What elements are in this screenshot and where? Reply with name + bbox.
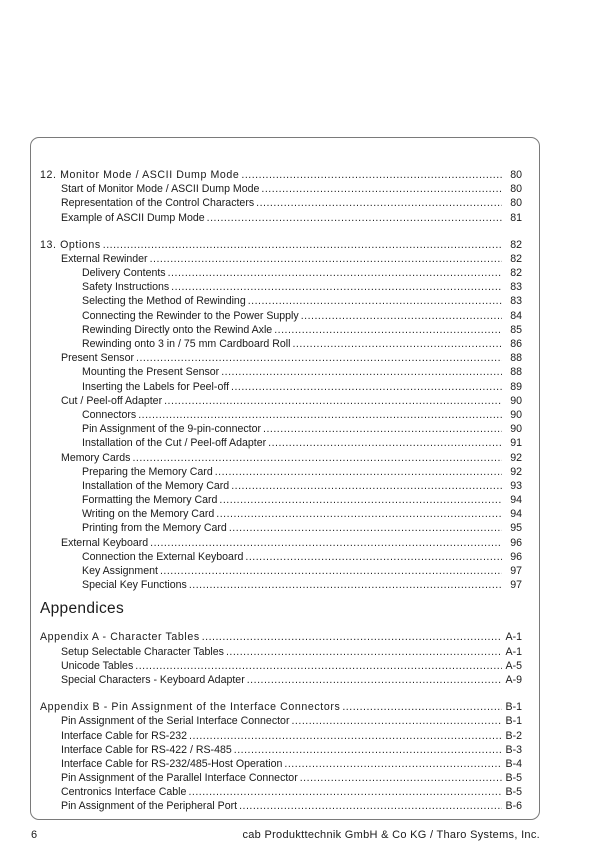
toc-leader-dots xyxy=(231,479,502,493)
toc-entry-title: Rewinding onto 3 in / 75 mm Cardboard Roll xyxy=(82,338,291,351)
toc-entry-title: Installation of the Memory Card xyxy=(82,479,230,492)
toc-entry-page: 94 xyxy=(510,494,522,507)
toc-entry-title: Example of ASCII Dump Mode xyxy=(61,211,205,224)
toc-entry-page: 82 xyxy=(510,238,522,251)
toc-entry-title: Writing on the Memory Card xyxy=(82,508,215,521)
toc-entry-title: Printing from the Memory Card xyxy=(82,522,227,535)
toc-leader-dots xyxy=(239,799,502,813)
toc-entry-title: Cut / Peel-off Adapter xyxy=(61,394,163,407)
toc-leader-dots xyxy=(189,578,502,592)
toc-entry-title: Selecting the Method of Rewinding xyxy=(82,295,246,308)
toc-leader-dots xyxy=(256,196,502,210)
toc-entry-title: Start of Monitor Mode / ASCII Dump Mode xyxy=(61,183,260,196)
toc-leader-dots xyxy=(103,238,502,252)
toc-entry[interactable] xyxy=(40,422,522,436)
toc-entry-page: 94 xyxy=(510,508,522,521)
toc-entry-title: Appendix A - Character Tables xyxy=(40,631,200,644)
footer-company: cab Produkttechnik GmbH & Co KG / Tharo Systems, Inc. xyxy=(242,829,540,841)
toc-entry[interactable] xyxy=(40,337,522,351)
toc-entry-title: Special Key Functions xyxy=(82,579,187,592)
toc-entry-page: 80 xyxy=(510,197,522,210)
toc-entry-page: 90 xyxy=(510,394,522,407)
toc-leader-dots xyxy=(132,451,502,465)
toc-leader-dots xyxy=(136,351,502,365)
toc-entry-page: B-4 xyxy=(505,757,522,770)
toc-entry-title: Present Sensor xyxy=(61,352,135,365)
toc-entry[interactable] xyxy=(40,168,522,182)
toc-entry-page: A-1 xyxy=(505,631,522,644)
toc-entry-page: 88 xyxy=(510,352,522,365)
toc-entry-title: Formatting the Memory Card xyxy=(82,494,218,507)
toc-entry-page: 82 xyxy=(510,252,522,265)
toc-entry[interactable] xyxy=(40,394,522,408)
toc-entry-page: 97 xyxy=(510,579,522,592)
toc-entry[interactable] xyxy=(40,729,522,743)
toc-entry-title: Connectors xyxy=(82,408,137,421)
toc-entry-title: Representation of the Control Characters xyxy=(61,197,255,210)
toc-entry-title: Connecting the Rewinder to the Power Supply xyxy=(82,309,299,322)
toc-entry-page: 82 xyxy=(510,267,522,280)
toc-entry-page: A-1 xyxy=(505,645,522,658)
toc-entry-title: Interface Cable for RS-232/485-Host Operation xyxy=(61,757,283,770)
toc-entry-page: B-5 xyxy=(505,772,522,785)
toc-entry-page: 80 xyxy=(510,168,522,181)
toc-entry[interactable] xyxy=(40,800,522,814)
toc-leader-dots xyxy=(263,422,502,436)
toc-leader-dots xyxy=(215,465,502,479)
toc-entry[interactable] xyxy=(40,771,522,785)
toc-leader-dots xyxy=(219,493,502,507)
toc-entry-page: 83 xyxy=(510,295,522,308)
toc-entry-title: Preparing the Memory Card xyxy=(82,465,213,478)
toc-entry[interactable] xyxy=(40,211,522,225)
toc-leader-dots xyxy=(150,252,502,266)
toc-entry-title: Rewinding Directly onto the Rewind Axle xyxy=(82,323,273,336)
toc-entry-title: Pin Assignment of the Serial Interface Connector xyxy=(61,715,290,728)
toc-entry-page: 93 xyxy=(510,479,522,492)
toc-entry-page: 80 xyxy=(510,183,522,196)
table-of-contents xyxy=(40,168,522,814)
toc-entry-page: 92 xyxy=(510,451,522,464)
toc-entry[interactable] xyxy=(40,564,522,578)
toc-leader-dots xyxy=(135,659,502,673)
toc-leader-dots xyxy=(138,408,502,422)
toc-entry[interactable] xyxy=(40,280,522,294)
toc-entry-title: Centronics Interface Cable xyxy=(61,786,187,799)
toc-leader-dots xyxy=(164,394,502,408)
toc-entry-page: 89 xyxy=(510,380,522,393)
toc-entry-page: 85 xyxy=(510,323,522,336)
toc-appendices xyxy=(40,630,522,813)
toc-entry-title: Appendix B - Pin Assignment of the Interface Connectors xyxy=(40,701,341,714)
toc-entry[interactable] xyxy=(40,323,522,337)
section-gap xyxy=(40,687,522,700)
toc-entry[interactable] xyxy=(40,309,522,323)
toc-entry-page: B-6 xyxy=(505,800,522,813)
toc-entry-title: Setup Selectable Character Tables xyxy=(61,645,224,658)
toc-entry[interactable] xyxy=(40,493,522,507)
toc-entry[interactable] xyxy=(40,408,522,422)
toc-leader-dots xyxy=(261,182,502,196)
toc-leader-dots xyxy=(291,714,502,728)
toc-entry-title: Mounting the Present Sensor xyxy=(82,366,220,379)
toc-entry-title: Pin Assignment of the 9-pin-connector xyxy=(82,423,262,436)
toc-entry-title: 13. Options xyxy=(40,238,101,251)
toc-entry-page: B-3 xyxy=(505,743,522,756)
toc-leader-dots xyxy=(231,380,502,394)
toc-leader-dots xyxy=(300,771,502,785)
toc-leader-dots xyxy=(301,309,502,323)
toc-entry-title: Memory Cards xyxy=(61,451,131,464)
toc-leader-dots xyxy=(207,211,502,225)
toc-leader-dots xyxy=(216,507,502,521)
toc-entry-title: Interface Cable for RS-422 / RS-485 xyxy=(61,743,232,756)
toc-entry[interactable] xyxy=(40,266,522,280)
toc-leader-dots xyxy=(284,757,502,771)
toc-leader-dots xyxy=(247,673,502,687)
toc-leader-dots xyxy=(202,630,502,644)
section-gap xyxy=(40,225,522,238)
toc-entry-page: 92 xyxy=(510,465,522,478)
toc-entry-page: 86 xyxy=(510,338,522,351)
toc-entry[interactable] xyxy=(40,182,522,196)
toc-leader-dots xyxy=(234,743,502,757)
footer-page-number: 6 xyxy=(31,829,38,841)
toc-entry-title: Special Characters - Keyboard Adapter xyxy=(61,673,245,686)
toc-entry-page: B-2 xyxy=(505,729,522,742)
toc-entry[interactable] xyxy=(40,714,522,728)
toc-entry[interactable] xyxy=(40,465,522,479)
toc-leader-dots xyxy=(160,564,502,578)
toc-leader-dots xyxy=(292,337,502,351)
toc-entry-page: 88 xyxy=(510,366,522,379)
toc-entry-title: Unicode Tables xyxy=(61,659,134,672)
toc-entry[interactable] xyxy=(40,673,522,687)
toc-entry[interactable] xyxy=(40,507,522,521)
toc-leader-dots xyxy=(168,266,502,280)
toc-entry-page: B-5 xyxy=(505,786,522,799)
toc-entry[interactable] xyxy=(40,578,522,592)
toc-entry[interactable] xyxy=(40,196,522,210)
toc-entry[interactable] xyxy=(40,757,522,771)
toc-entry-page: B-1 xyxy=(505,715,522,728)
toc-entry-page: A-9 xyxy=(505,673,522,686)
toc-entry-page: 96 xyxy=(510,536,522,549)
toc-entry-page: 90 xyxy=(510,423,522,436)
toc-leader-dots xyxy=(342,700,502,714)
toc-entry[interactable] xyxy=(40,785,522,799)
toc-leader-dots xyxy=(229,521,502,535)
toc-entry-title: Delivery Contents xyxy=(82,267,166,280)
toc-entry-title: Key Assignment xyxy=(82,565,158,578)
toc-entry-title: Installation of the Cut / Peel-off Adapter xyxy=(82,437,267,450)
toc-entry[interactable] xyxy=(40,550,522,564)
toc-leader-dots xyxy=(188,785,502,799)
toc-entry-title: Pin Assignment of the Peripheral Port xyxy=(61,800,238,813)
toc-entry[interactable] xyxy=(40,630,522,644)
toc-entry[interactable] xyxy=(40,645,522,659)
toc-entry-page: 97 xyxy=(510,565,522,578)
appendices-heading: Appendices xyxy=(40,600,125,618)
toc-entry-title: Interface Cable for RS-232 xyxy=(61,729,188,742)
toc-entry-page: 90 xyxy=(510,408,522,421)
toc-entry-title: Pin Assignment of the Parallel Interface Connector xyxy=(61,772,298,785)
toc-leader-dots xyxy=(221,365,502,379)
toc-entry-page: 96 xyxy=(510,550,522,563)
toc-entry-page: 81 xyxy=(510,211,522,224)
toc-leader-dots xyxy=(248,294,502,308)
toc-entry[interactable] xyxy=(40,436,522,450)
toc-entry-page: 91 xyxy=(510,437,522,450)
toc-entry[interactable] xyxy=(40,238,522,252)
toc-entry-page: 95 xyxy=(510,522,522,535)
toc-chapters xyxy=(40,168,522,592)
toc-entry[interactable] xyxy=(40,365,522,379)
toc-entry[interactable] xyxy=(40,536,522,550)
toc-entry[interactable] xyxy=(40,522,522,536)
toc-leader-dots xyxy=(245,550,502,564)
toc-entry-title: External Rewinder xyxy=(61,252,148,265)
toc-entry-page: 84 xyxy=(510,309,522,322)
toc-entry[interactable] xyxy=(40,479,522,493)
toc-leader-dots xyxy=(226,645,502,659)
toc-leader-dots xyxy=(171,280,502,294)
toc-entry-title: 12. Monitor Mode / ASCII Dump Mode xyxy=(40,168,240,181)
toc-entry-title: External Keyboard xyxy=(61,536,149,549)
toc-leader-dots xyxy=(241,168,502,182)
toc-entry-page: 83 xyxy=(510,281,522,294)
toc-entry[interactable] xyxy=(40,351,522,365)
toc-entry[interactable] xyxy=(40,451,522,465)
toc-leader-dots xyxy=(274,323,502,337)
toc-entry[interactable] xyxy=(40,700,522,714)
toc-entry-page: A-5 xyxy=(505,659,522,672)
toc-entry[interactable] xyxy=(40,252,522,266)
toc-leader-dots xyxy=(189,729,502,743)
toc-entry-title: Safety Instructions xyxy=(82,281,170,294)
toc-entry[interactable] xyxy=(40,659,522,673)
toc-entry[interactable] xyxy=(40,295,522,309)
toc-entry-title: Connection the External Keyboard xyxy=(82,550,244,563)
toc-entry[interactable] xyxy=(40,743,522,757)
toc-leader-dots xyxy=(150,536,502,550)
toc-entry[interactable] xyxy=(40,380,522,394)
toc-entry-title: Inserting the Labels for Peel-off xyxy=(82,380,230,393)
toc-entry-page: B-1 xyxy=(505,701,522,714)
toc-leader-dots xyxy=(268,436,502,450)
